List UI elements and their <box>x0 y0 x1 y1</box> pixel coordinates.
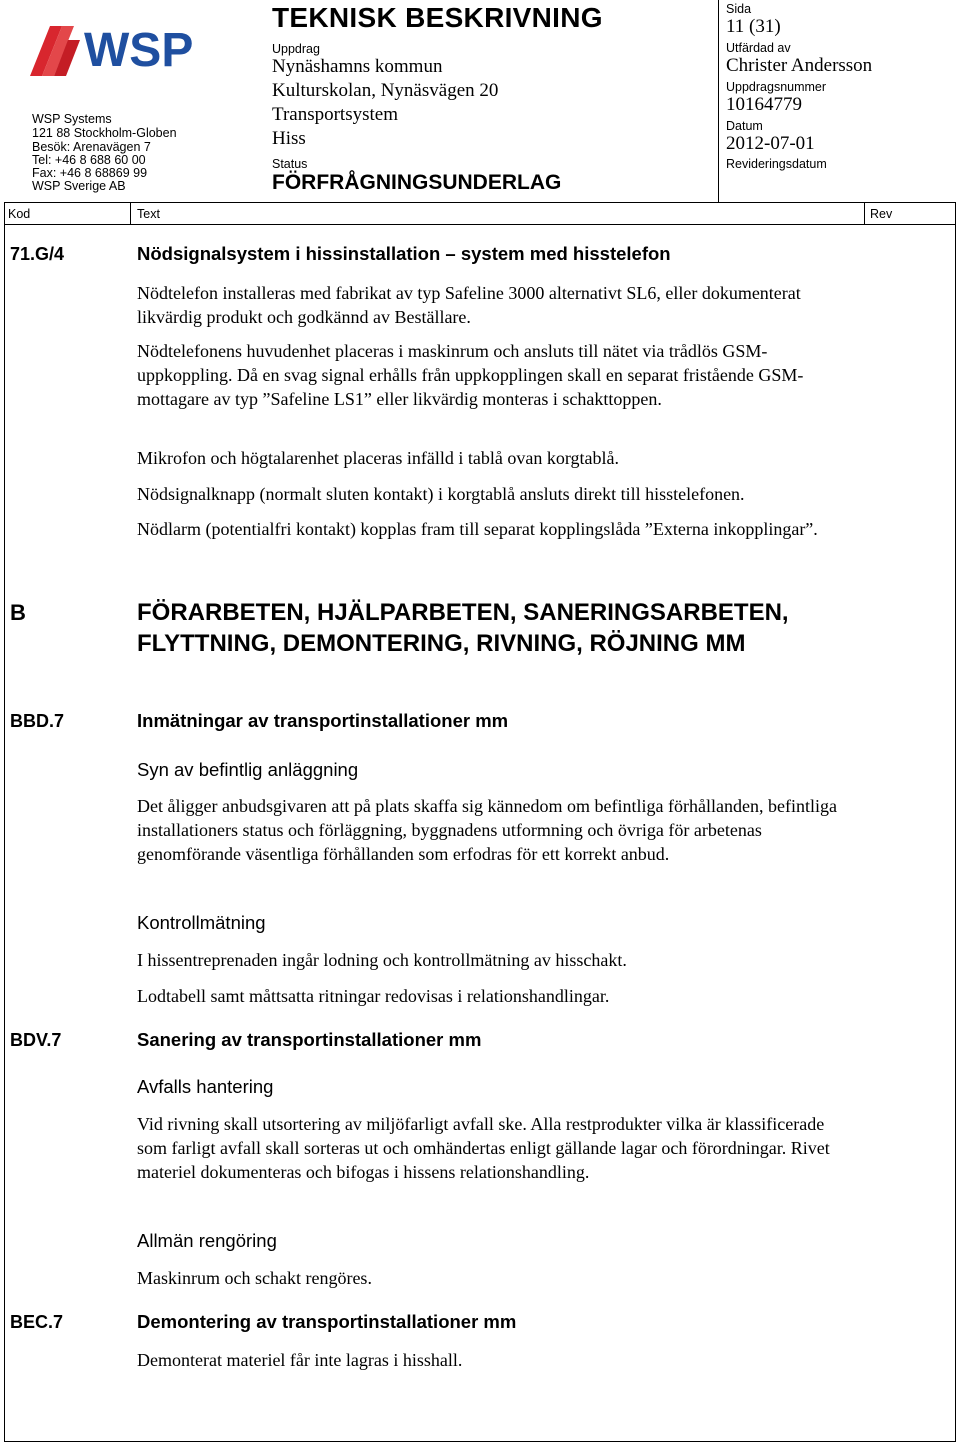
section-code: B <box>10 600 26 625</box>
company-phone: Tel: +46 8 688 60 00 <box>32 153 146 167</box>
wsp-logo-icon <box>28 16 224 78</box>
section-code: BDV.7 <box>10 1030 62 1050</box>
subheading: Syn av befintlig anläggning <box>137 759 359 780</box>
uppdragsnummer-value: 10164779 <box>726 94 802 115</box>
section-title: Nödsignalsystem i hissinstallation – system med hisstelefon <box>137 243 671 264</box>
column-text: Text <box>137 207 160 221</box>
column-header-top-rule <box>4 202 956 203</box>
paragraph: Vid rivning skall utsortering av miljöfarligt avfall ske. Alla restprodukter vilka är klassificerade som farligt avfall skall sorteras ut och omhändertas enligt gällande lagar och förordningar. Rivet materiel dokumenteras och bifogas i hissens relationshandling. <box>137 1114 830 1182</box>
utfardad-label: Utfärdad av <box>726 41 791 55</box>
subheading: Avfalls hantering <box>137 1076 274 1097</box>
column-divider-left <box>130 202 131 224</box>
sida-label: Sida <box>726 2 752 16</box>
section-title: Sanering av transportinstallationer mm <box>137 1029 482 1050</box>
section-code: BEC.7 <box>10 1312 64 1332</box>
uppdrag-line-3: Transportsystem <box>272 104 398 125</box>
paragraph: Nödsignalknapp (normalt sluten kontakt) i korgtablå ansluts direkt till hisstelefonen. <box>137 484 745 504</box>
column-divider-right <box>864 202 865 224</box>
frame-bottom <box>4 1441 956 1442</box>
paragraph: Nödtelefon installeras med fabrikat av typ Safeline 3000 alternativt SL6, eller dokumenterat likvärdig produkt och godkännd av Beställare. <box>137 283 801 327</box>
paragraph: Det åligger anbudsgivaren att på plats skaffa sig kännedom om befintliga förhållanden, befintliga installationers status och förläggning, byggnadens utformning och övriga för arbetenas genomförande väsentliga förhållanden som erfodras för ett korrekt anbud. <box>137 796 837 864</box>
section-code: 71.G/4 <box>10 244 65 264</box>
status-value: FÖRFRÅGNINGSUNDERLAG <box>272 171 562 194</box>
company-visit: Besök: Arenavägen 7 <box>32 140 151 154</box>
sida-value: 11 (31) <box>726 16 781 37</box>
document-title: TEKNISK BESKRIVNING <box>272 2 603 33</box>
paragraph: Nödlarm (potentialfri kontakt) kopplas fram till separat kopplingslåda ”Externa inkopplingar”. <box>137 519 818 539</box>
subheading: Kontrollmätning <box>137 912 266 933</box>
column-kod: Kod <box>8 207 31 221</box>
column-rev: Rev <box>870 207 893 221</box>
uppdrag-line-1: Nynäshamns kommun <box>272 56 443 77</box>
paragraph: I hissentreprenaden ingår lodning och kontrollmätning av hisschakt. <box>137 950 627 970</box>
section-title: FÖRARBETEN, HJÄLPARBETEN, SANERINGSARBETEN, FLYTTNING, DEMONTERING, RIVNING, RÖJNING MM <box>137 599 789 657</box>
section-title: Demontering av transportinstallationer mm <box>137 1311 517 1332</box>
company-fax: Fax: +46 8 68869 99 <box>32 166 148 180</box>
company-org: WSP Sverige AB <box>32 179 126 193</box>
section-title: Inmätningar av transportinstallationer mm <box>137 710 509 731</box>
header-divider <box>718 0 719 202</box>
wsp-logo <box>28 16 224 83</box>
column-header-bottom-rule <box>4 224 956 225</box>
company-address: 121 88 Stockholm-Globen <box>32 126 177 140</box>
datum-label: Datum <box>726 119 763 133</box>
uppdrag-label: Uppdrag <box>272 42 320 56</box>
paragraph: Lodtabell samt måttsatta ritningar redovisas i relationshandlingar. <box>137 986 610 1006</box>
uppdrag-line-4: Hiss <box>272 128 306 149</box>
status-label: Status <box>272 157 308 171</box>
uppdragsnummer-label: Uppdragsnummer <box>726 80 827 94</box>
revideringsdatum-label: Revideringsdatum <box>726 157 827 171</box>
paragraph: Nödtelefonens huvudenhet placeras i maskinrum och ansluts till nätet via trådlös GSM-uppkoppling. Då en svag signal erhålls från uppkopplingen skall en separat fristående GSM-mottagare av typ ”Safeline LS1” eller likvärdig monteras i schakttoppen. <box>137 341 804 409</box>
paragraph: Mikrofon och högtalarenhet placeras infälld i tablå ovan korgtablå. <box>137 448 620 468</box>
logo-wordmark: WSP <box>84 24 194 77</box>
frame-left <box>4 202 5 1442</box>
paragraph: Demonterat materiel får inte lagras i hisshall. <box>137 1350 463 1370</box>
utfardad-value: Christer Andersson <box>726 55 873 76</box>
company-name: WSP Systems <box>32 112 112 126</box>
frame-right <box>955 202 956 1442</box>
subheading: Allmän rengöring <box>137 1230 277 1251</box>
datum-value: 2012-07-01 <box>726 133 815 154</box>
uppdrag-line-2: Kulturskolan, Nynäsvägen 20 <box>272 80 499 101</box>
paragraph: Maskinrum och schakt rengöres. <box>137 1268 372 1288</box>
section-code: BBD.7 <box>10 711 65 731</box>
